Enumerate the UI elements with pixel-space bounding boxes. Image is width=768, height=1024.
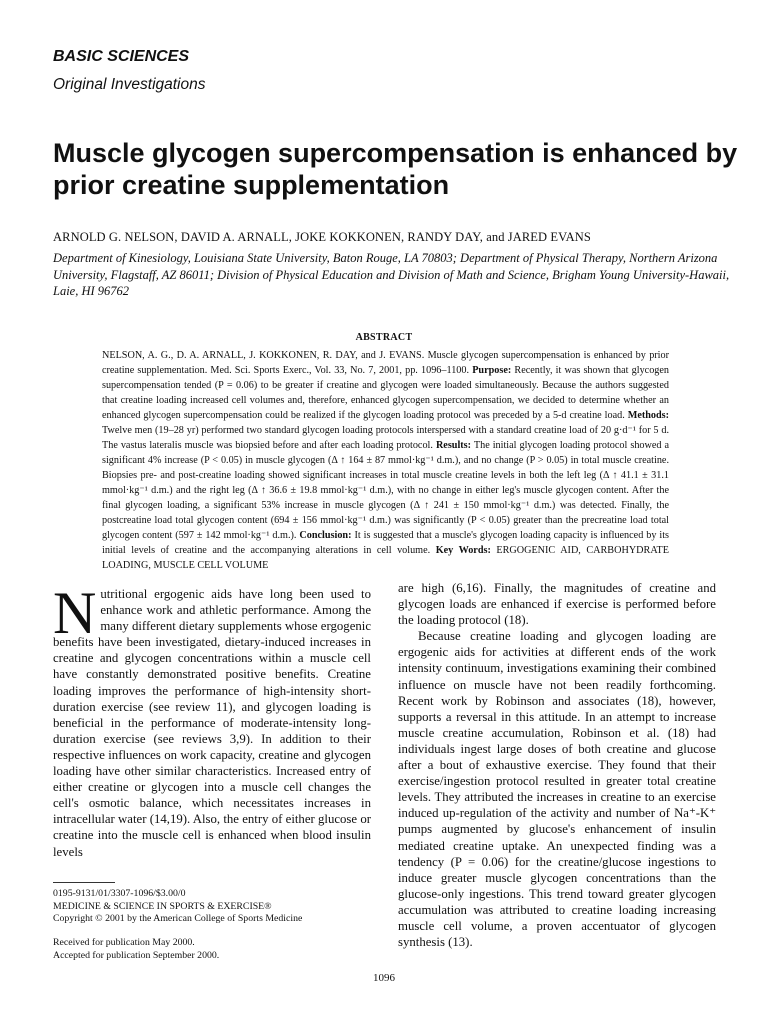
keywords-text: ERGOGENIC AID, CARBOHYDRATE LOADING, MUSCLE CELL VOLUME (102, 545, 669, 571)
section-label: BASIC SCIENCES (53, 48, 190, 65)
copyright-line: Copyright © 2001 by the American College of Sports Medicine (53, 913, 303, 924)
abstract-body (102, 348, 669, 573)
intro-paragraph (53, 586, 371, 860)
right-paragraph-1: are high (6,16). Finally, the magnitudes of creatine and glycogen loads are enhanced if exercise is performed before the loading protocol (18). (398, 581, 716, 628)
accepted-date: Accepted for publication September 2000. (53, 949, 220, 961)
results-text: The initial glycogen loading protocol showed a significant 4% increase (P < 0.05) in muscle glycogen (Δ ↑ 164 ± 87 mmol·kg⁻¹ d.m.), and no change (P > 0.05) in total muscle creatine. Biopsies pre- and post-creatine loading showed significant increases in total muscle creatine levels in both the left leg (Δ ↑ 41.1 ± 31.1 mmol·kg⁻¹ d.m.) and the right leg (Δ ↑ 36.6 ± 19.8 mmol·kg⁻¹ d.m.), with no change in either leg's muscle glycogen content. After the final glycogen loading, a significant 53% increase in muscle glycogen (Δ ↑ 241 ± 150 mmol·kg⁻¹ d.m.) was detected. Finally, the postcreatine load total glycogen content (694 ± 156 mmol·kg⁻¹ d.m.) was significantly (P < 0.05) greater than the precreatine load total glycogen content (597 ± 142 mmol·kg⁻¹ d.m.). (102, 440, 670, 541)
keywords-label: Key Words: (435, 545, 491, 556)
footnote-rule (53, 882, 115, 883)
author-list: ARNOLD G. NELSON, DAVID A. ARNALL, JOKE KOKKONEN, RANDY DAY, and JARED EVANS (53, 230, 591, 244)
publication-info (53, 888, 302, 926)
received-date: Received for publication May 2000. (53, 937, 195, 948)
purpose-label: Purpose: (472, 365, 512, 376)
abstract-heading: ABSTRACT (355, 332, 413, 343)
results-label: Results: (435, 440, 472, 451)
subsection-label: Original Investigations (53, 76, 206, 93)
purpose-text: Recently, it was shown that glycogen supercompensation tended (P = 0.06) to be greater if creatine and glycogen were loaded simultaneously. Because the authors suggested that creatine loading increased cell volumes and, therefore, enhanced glycogen supercompensation, we decided to determine whether an enhanced glycogen supercompensation could be realized if the glycogen loading protocol was preceded by a 5-d creatine load. (102, 365, 669, 421)
affiliations: Department of Kinesiology, Louisiana State University, Baton Rouge, LA 70803; Department of Physical Therapy, Northern Arizona University, Flagstaff, AZ 86011; Division of Physical Education and Division of Math and Science, Brigham Young University-Hawaii, Laie, HI 96762 (53, 251, 730, 298)
abstract-citation: NELSON, A. G., D. A. ARNALL, J. KOKKONEN, R. DAY, and J. EVANS. Muscle glycogen supercompensation is enhanced by prior creatine supplementation. Med. Sci. Sports Exerc., Vol. 33, No. 7, 2001, pp. 1096–1100. (102, 350, 669, 376)
right-paragraph-2: Because creatine loading and glycogen loading are ergogenic aids for activities at different ends of the work intensity continuum, investigations examining their combined influence on muscle have not been readily forthcoming. Recent work by Robinson and associates (18), however, supports a reversal in this attitude. In an attempt to increase muscle creatine accumulation, Robinson et al. (18) had individuals ingest large doses of both creatine and glucose after a bout of exhaustive exercise. They found that their exercise/ingestion protocol resulted in greater total creatine levels. They attributed the increases in creatine to an exercise induced up-regulation of the activity and number of Na⁺-K⁺ pumps augmented by glucose's enhancement of insulin mediated creatine uptake. An unexpected finding was a tendency (P = 0.06) for the creatine/glucose ingestions to induce greater muscle glycogen concentrations than the glucose-only ingestions. This trend toward greater glycogen accumulation was attributed to creatine loading increasing muscle cell volume, a proven accentuator of glycogen synthesis (13). (398, 629, 716, 950)
methods-text: Twelve men (19–28 yr) performed two standard glycogen loading protocols interspersed with a standard creatine load of 20 g·d⁻¹ for 5 d. The vastus lateralis muscle was biopsied before and after each loading protocol. (102, 425, 669, 451)
article-title: Muscle glycogen supercompensation is enhanced by prior creatine supplementation (53, 138, 738, 200)
conclusion-label: Conclusion: (299, 530, 352, 541)
body-column-right (398, 580, 716, 968)
drop-cap: N (53, 586, 97, 646)
body-column-left (53, 586, 371, 864)
conclusion-text: It is suggested that a muscle's glycogen loading capacity is influenced by its initial levels of creatine and the accompanying alterations in cell volume. (102, 530, 670, 556)
journal-name: MEDICINE & SCIENCE IN SPORTS & EXERCISE® (53, 900, 272, 912)
article-code: 0195-9131/01/3307-1096/$3.00/0 (53, 888, 186, 899)
methods-label: Methods: (627, 410, 670, 421)
intro-paragraph-text: utritional ergogenic aids have long been used to enhance work and athletic performance. Among the many different dietary supplements whose ergogenic benefits have been investigated, dietary-induced increases in creatine and glycogen concentrations within a muscle cell have constantly demonstrated positive benefits. Creatine loading improves the performance of high-intensity short-duration exercise (see review 11), and glycogen loading is beneficial in the performance of moderate-intensity long-duration exercise (see reviews 3,9). In addition to their respective influences on work capacity, creatine and glycogen loading have other similar characteristics. Increased entry of either creatine or glycogen into a muscle cell changes the cell's osmotic balance, which necessitates increases in intracellular water (14,19). Also, the entry of either glucose or creatine into the muscle cell is enhanced when blood insulin levels (53, 587, 371, 859)
publication-dates (53, 937, 219, 962)
page-number: 1096 (373, 972, 395, 984)
